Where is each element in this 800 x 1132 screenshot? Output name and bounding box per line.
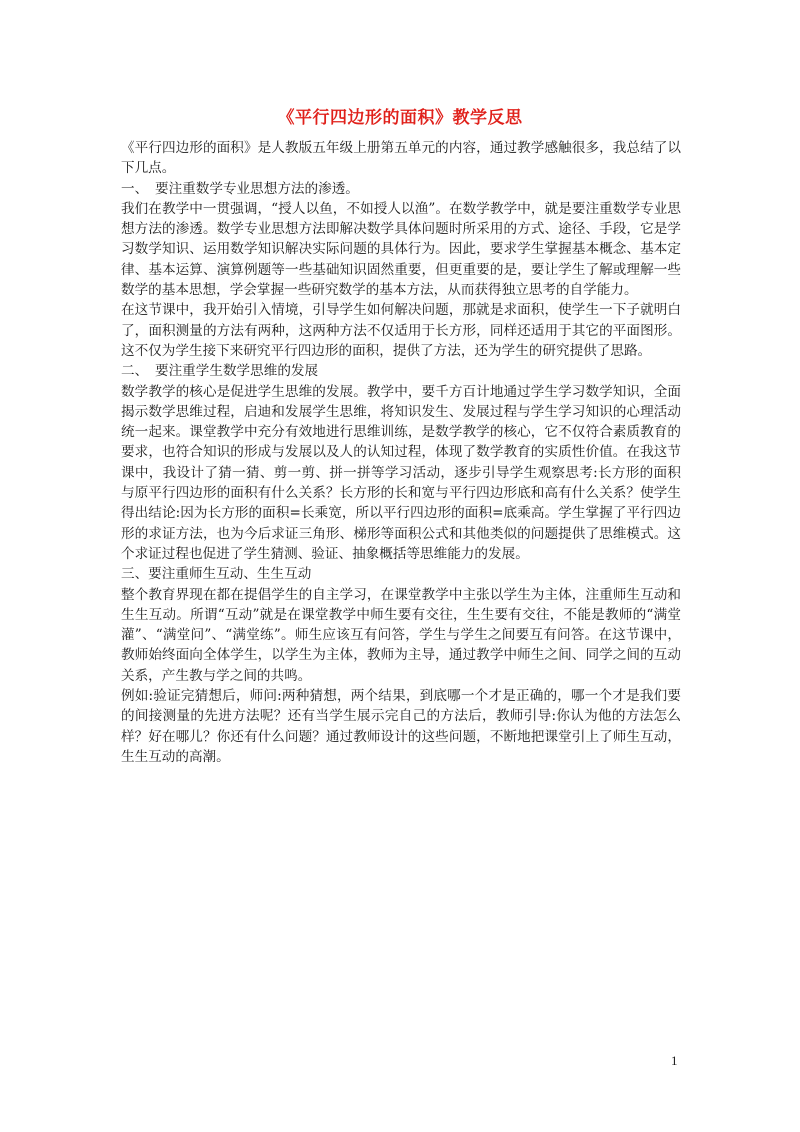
paragraph-section-3-a: 整个教育界现在都在提倡学生的自主学习，在课堂教学中主张以学生为主体，注重师生互动和生生互动。所谓“互动”就是在课堂教学中师生要有交往，生生要有交往，不能是教师的“满堂灌”、“满堂问”、“满堂练”。师生应该互有问答，学生与学生之间要互有问答。在这节课中，教师始终面向全体学生，以学生为主体，教师为主导，通过教学中师生之间、同学之间的互动关系，产生教与学之间的共鸣。 [121, 586, 681, 684]
section-heading-3: 三、要注重师生互动、生生互动 [121, 566, 312, 583]
paragraph-section-1-a: 我们在教学中一贯强调，“授人以鱼，不如授人以渔”。在数学教学中，就是要注重数学专业思想方法的渗透。数学专业思想方法即解决数学具体问题时所采用的方式、途径、手段，它是学习数学知识、运用数学知识解决实际问题的具体行为。因此，要求学生掌握基本概念、基本定律、基本运算、演算例题等一些基础知识固然重要，但更重要的是，要让学生了解或理解一些数学的基本思想，学会掌握一些研究数学的基本方法，从而获得独立思考的自学能力。 [121, 200, 681, 299]
paragraph-section-1-b: 在这节课中，我开始引入情境，引导学生如何解决问题，那就是求面积，使学生一下子就明白了，面积测量的方法有两种，这两种方法不仅适用于长方形，同样还适用于其它的平面图形。这不仅为学生接下来研究平行四边形的面积，提供了方法，还为学生的研究提供了思路。 [121, 302, 681, 359]
section-heading-2: 二、 要注重学生数学思维的发展 [121, 363, 319, 380]
paragraph-section-3-b: 例如:验证完猜想后，师问:两种猜想，两个结果，到底哪一个才是正确的，哪一个才是我们要的间接测量的先进方法呢？还有当学生展示完自己的方法后，教师引导:你认为他的方法怎么样？好在哪儿？你还有什么问题？通过教师设计的这些问题，不断地把课堂引上了师生互动，生生互动的高潮。 [121, 688, 681, 765]
page-number: 1 [671, 1053, 678, 1068]
document-body [121, 138, 681, 767]
paragraph-intro: 《平行四边形的面积》是人教版五年级上册第五单元的内容，通过教学感触很多，我总结了以下几点。 [121, 140, 681, 177]
section-heading-1: 一、 要注重数学专业思想方法的渗透。 [121, 180, 359, 197]
document-title: 《平行四边形的面积》教学反思 [277, 108, 523, 128]
paragraph-section-2: 数学教学的核心是促进学生思维的发展。教学中，要千方百计地通过学生学习数学知识，全面揭示数学思维过程，启迪和发展学生思维，将知识发生、发展过程与学生学习知识的心理活动统一起来。课堂教学中充分有效地进行思维训练，是数学教学的核心，它不仅符合素质教育的要求，也符合知识的形成与发展以及人的认知过程，体现了数学教育的实质性价值。在我这节课中，我设计了猜一猜、剪一剪、拼一拼等学习活动，逐步引导学生观察思考:长方形的面积与原平行四边形的面积有什么关系？长方形的长和宽与平行四边形底和高有什么关系？使学生得出结论:因为长方形的面积=长乘宽，所以平行四边形的面积=底乘高。学生掌握了平行四边形的求证方法，也为今后求证三角形、梯形等面积公式和其他类似的问题提供了思维模式。这个求证过程也促进了学生猜测、验证、抽象概括等思维能力的发展。 [121, 383, 681, 562]
